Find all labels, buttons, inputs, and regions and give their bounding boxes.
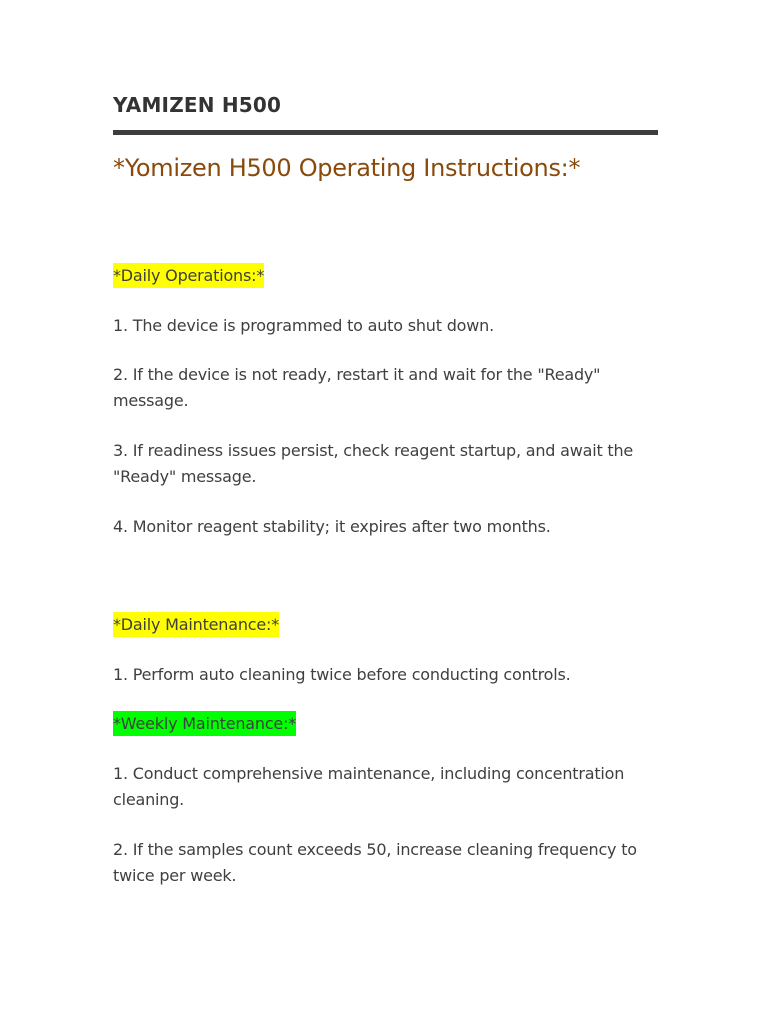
section-daily-maintenance-label [113, 612, 658, 638]
section-daily-operations-label [113, 263, 658, 289]
section-weekly-maintenance-label [113, 711, 658, 737]
highlighted-label: *Daily Operations:* [113, 263, 264, 288]
list-item: 3. If readiness issues persist, check reagent startup, and await the "Ready" message. [113, 441, 634, 486]
highlighted-label: *Daily Maintenance:* [113, 612, 279, 637]
list-item: 1. Conduct comprehensive maintenance, including concentration cleaning. [113, 764, 625, 809]
title-divider [113, 130, 658, 135]
list-item: 1. The device is programmed to auto shut down. [113, 316, 494, 335]
highlighted-label: *Weekly Maintenance:* [113, 711, 296, 736]
document-heading: *Yomizen H500 Operating Instructions:* [113, 154, 581, 182]
list-item: 4. Monitor reagent stability; it expires after two months. [113, 517, 551, 536]
list-item: 2. If the samples count exceeds 50, increase cleaning frequency to twice per week. [113, 840, 637, 885]
brand-title: YAMIZEN H500 [113, 93, 282, 117]
list-item: 1. Perform auto cleaning twice before conducting controls. [113, 665, 571, 684]
list-item: 2. If the device is not ready, restart it and wait for the "Ready" message. [113, 365, 601, 410]
